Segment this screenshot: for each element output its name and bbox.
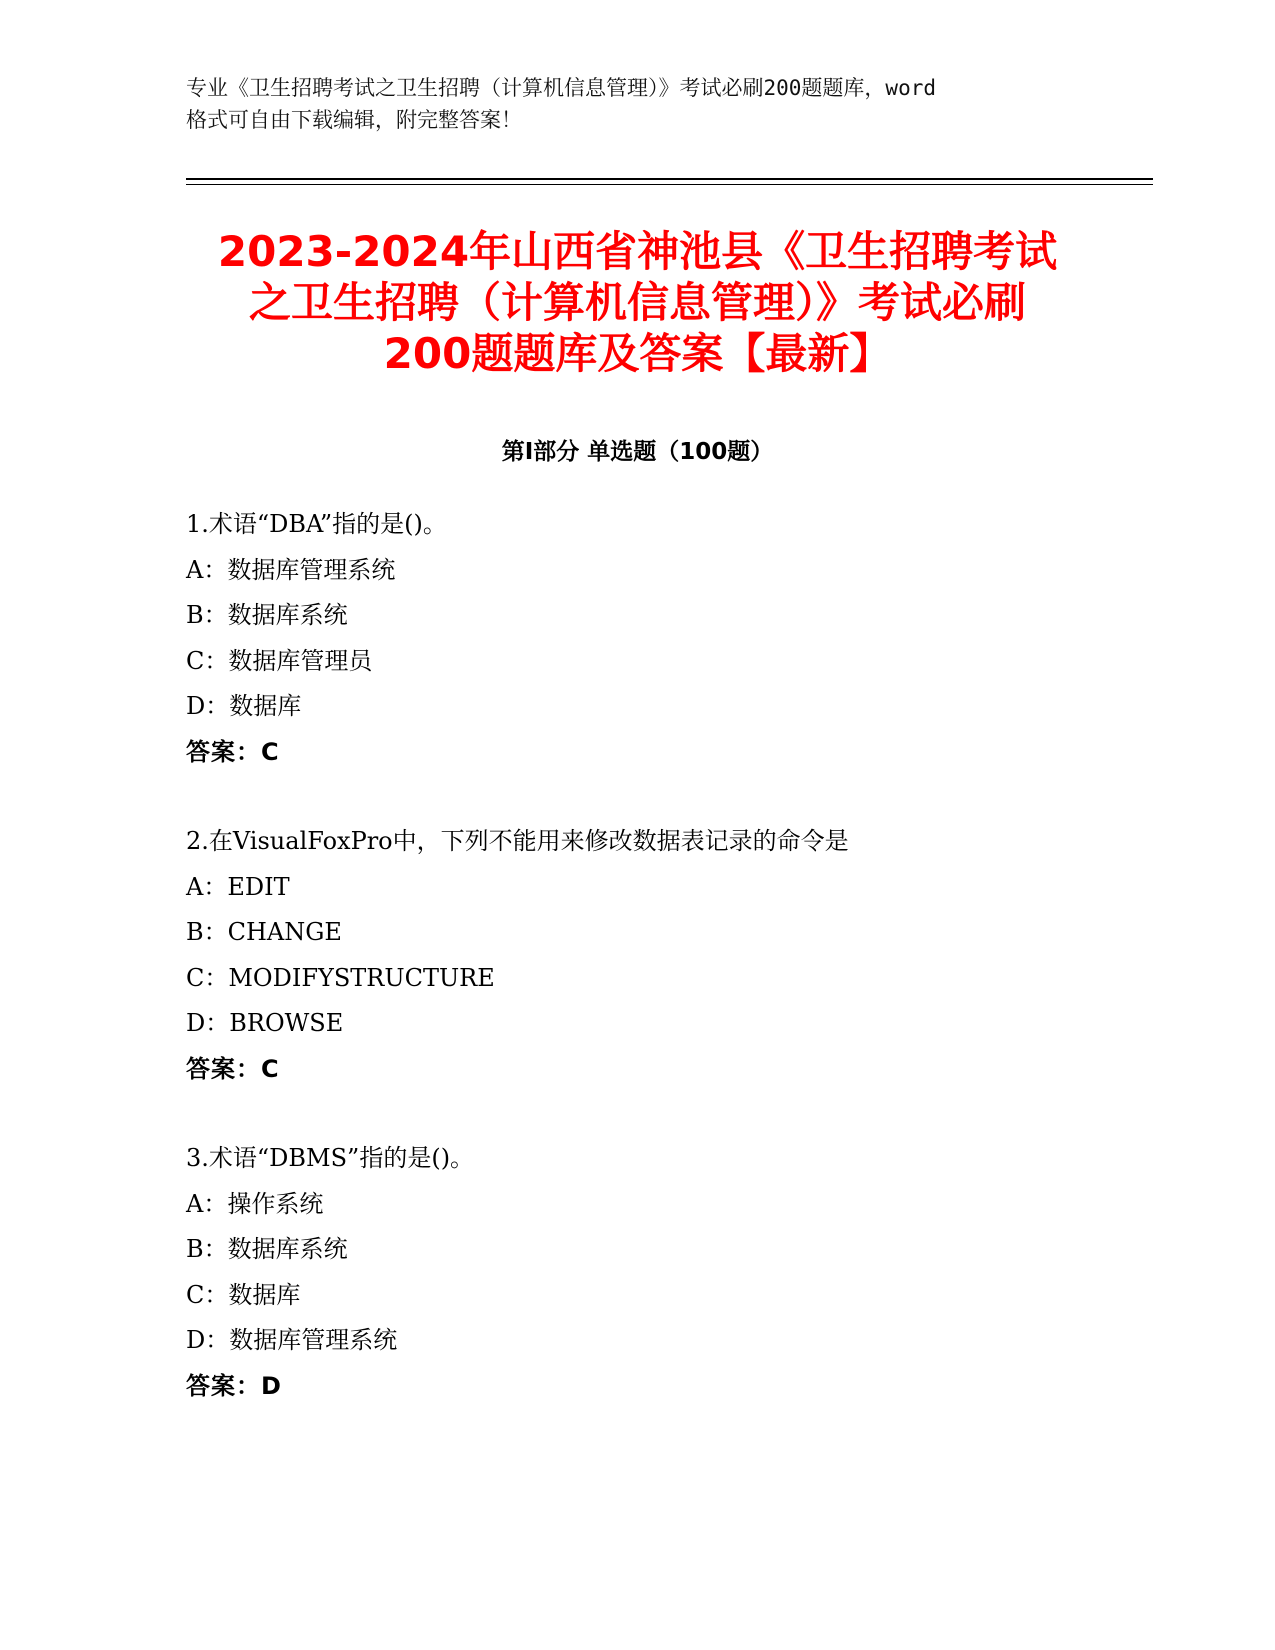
option-d: D：BROWSE — [186, 1009, 344, 1037]
question-stem: 3.术语“DBMS”指的是()。 — [186, 1144, 475, 1172]
answer-label: 答案： — [186, 737, 261, 766]
answer-line — [186, 1364, 1086, 1410]
answer-value: D — [261, 1371, 281, 1400]
answer-line — [186, 730, 1086, 776]
option-c: C：数据库管理员 — [186, 646, 373, 675]
question-stem: 2.在VisualFoxPro中，下列不能用来修改数据表记录的命令是 — [186, 827, 849, 855]
header-note-line-2: 格式可自由下载编辑，附完整答案！ — [186, 108, 522, 132]
question-1 — [186, 502, 1086, 775]
option-c: C：数据库 — [186, 1280, 301, 1309]
option-b: B：CHANGE — [186, 918, 342, 946]
option-b: B：数据库系统 — [186, 601, 348, 629]
option-a: A：操作系统 — [186, 1189, 324, 1218]
answer-value: C — [261, 1054, 279, 1083]
header-note-line-1: 专业《卫生招聘考试之卫生招聘（计算机信息管理）》考试必刷200题题库，word — [186, 76, 936, 100]
answer-value: C — [261, 737, 279, 766]
document-title-line-3: 200题题库及答案【最新】 — [383, 329, 892, 378]
question-stem: 1.术语“DBA”指的是()。 — [186, 510, 447, 538]
document-title — [160, 226, 1115, 379]
answer-label: 答案： — [186, 1371, 261, 1400]
header-note — [186, 72, 1086, 136]
question-2 — [186, 819, 1086, 1092]
header-divider-thin — [186, 184, 1153, 185]
option-a: A：数据库管理系统 — [186, 555, 396, 584]
document-title-line-2: 之卫生招聘（计算机信息管理）》考试必刷 — [248, 278, 1026, 327]
answer-line — [186, 1047, 1086, 1093]
option-d: D：数据库管理系统 — [186, 1326, 398, 1354]
section-title: 第Ⅰ部分 单选题（100题） — [501, 439, 774, 465]
question-3 — [186, 1136, 1086, 1409]
option-d: D：数据库 — [186, 692, 302, 720]
answer-label: 答案： — [186, 1054, 261, 1083]
option-a: A：EDIT — [186, 872, 290, 901]
header-divider-thick — [186, 178, 1153, 180]
option-b: B：数据库系统 — [186, 1235, 348, 1263]
document-title-line-1: 2023-2024年山西省神池县《卫生招聘考试 — [217, 227, 1058, 276]
option-c: C：MODIFYSTRUCTURE — [186, 963, 495, 992]
